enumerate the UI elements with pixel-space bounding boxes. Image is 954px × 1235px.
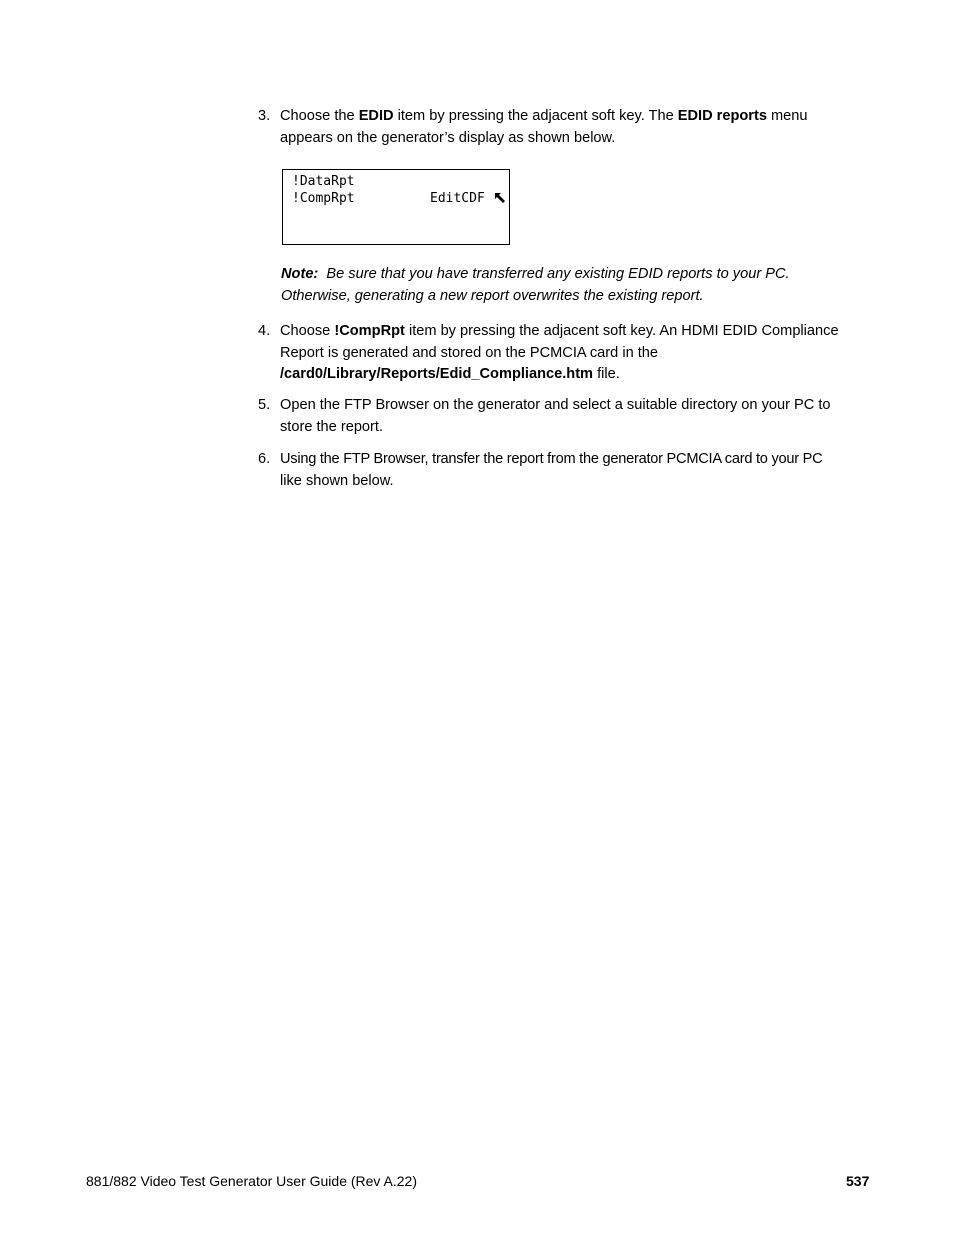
- edid-reports-term: EDID reports: [677, 108, 767, 124]
- lcd-item-editcdf: EditCDF: [430, 191, 485, 206]
- step-3: [258, 106, 870, 149]
- step-6: [258, 449, 870, 492]
- step-text-line: Using the FTP Browser, transfer the report from the generator PCMCIA card to your PC: [280, 451, 823, 467]
- step-text-line: Report is generated and stored on the PCMCIA card in the: [280, 344, 659, 361]
- note-block: Note: Be sure that you have transferred any existing EDID reports to your PC. Otherwise, generating a new report overwrites the existing report.: [281, 266, 790, 304]
- step-text-line: Open the FTP Browser on the generator and select a suitable directory on your PC to: [280, 397, 831, 413]
- step-text-line: Choose !CompRpt item by pressing the adjacent soft key. An HDMI EDID Compliance: [280, 323, 839, 339]
- generator-lcd-display: [282, 169, 510, 245]
- step-text-line: appears on the generator’s display as shown below.: [280, 129, 616, 146]
- comprpt-term: !CompRpt: [334, 323, 405, 339]
- step-5: [258, 395, 870, 438]
- step-number: 3.: [258, 108, 271, 124]
- step-number: 6.: [258, 451, 271, 467]
- edid-term: EDID: [358, 108, 394, 124]
- footer-guide-title: 881/882 Video Test Generator User Guide (Rev A.22): [86, 1173, 418, 1189]
- step-text-line: /card0/Library/Reports/Edid_Compliance.htm file.: [280, 366, 620, 382]
- step-number: 5.: [258, 397, 271, 413]
- arrow-up-left-icon: [494, 192, 506, 204]
- step-4: [258, 321, 870, 386]
- file-path: /card0/Library/Reports/Edid_Compliance.htm: [280, 366, 594, 382]
- page-number: 537: [846, 1173, 870, 1189]
- note-label: Note:: [281, 266, 319, 282]
- step-number: 4.: [258, 323, 271, 339]
- lcd-item-datarpt: !DataRpt: [292, 174, 355, 189]
- step-text-line: Choose the EDID item by pressing the adjacent soft key. The EDID reports menu: [280, 108, 808, 124]
- step-text-line: like shown below.: [280, 472, 394, 489]
- lcd-item-comprpt: !CompRpt: [292, 191, 355, 206]
- step-text-line: store the report.: [280, 418, 384, 435]
